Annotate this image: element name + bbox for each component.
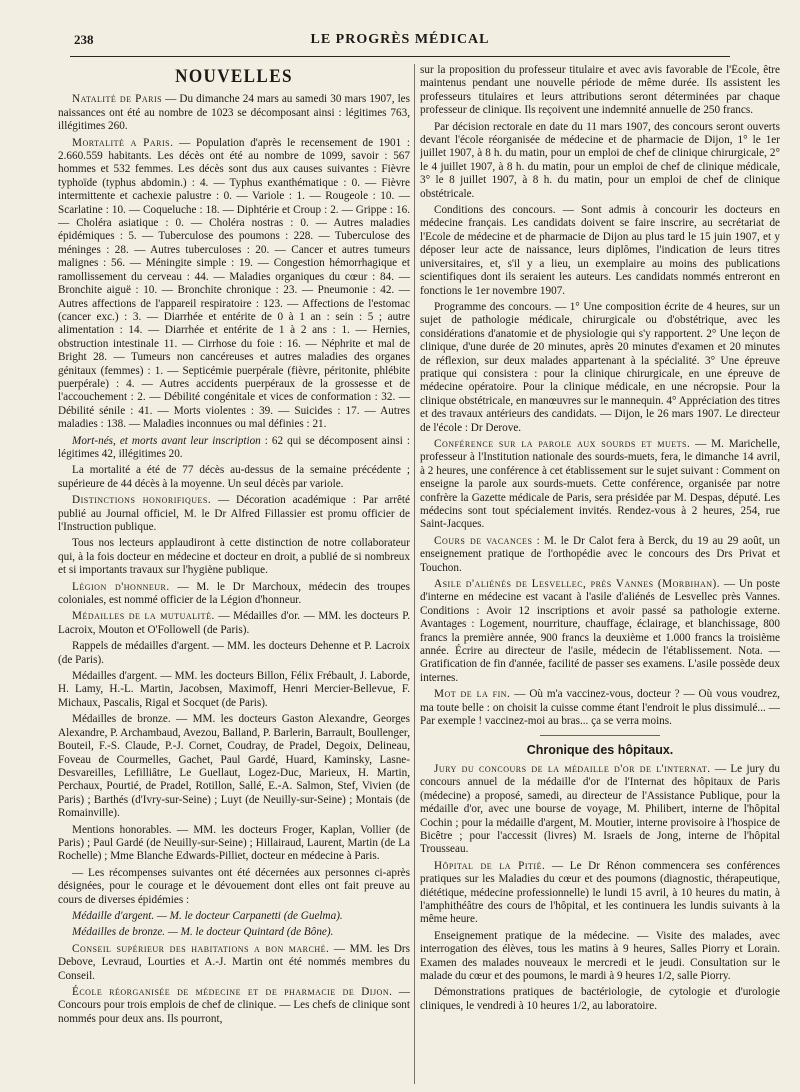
- enseignement-paragraph: Enseignement pratique de la médecine. — Visite des malades, avec interrogation des élèves, tous les matins à 9 heures, Salles Piorry et Lorain. Examen des malades nouveaux le mercredi et le jeudi. Consultation sur le malade du cœur et des poumons, le mardi à 9 heures 1/2, salle Piorry.: [420, 929, 780, 982]
- conference-paragraph: [420, 438, 780, 532]
- jury-lead: Jury du concours de la médaille d'or de l'internat.: [434, 762, 711, 775]
- conditions-paragraph: Conditions des concours. — Sont admis à concourir les docteurs en médecine français. Les candidats doivent se faire inscrire, au secrétariat de l'Ecole de médecine et de pharmacie de Dijon au plus tard le 15 juin 1907, et y déposer leur acte de naissance, leurs diplômes, l'indication de leurs titres universitaires, et, s'il y a lieu, un exemplaire au moins des publications scientifiques dont ils seraient les auteurs. Les candidats nommés entreront en fonctions le 1er novembre 1907.: [420, 204, 780, 297]
- distinctions-lead: Distinctions honorifiques.: [72, 494, 212, 507]
- natalite-paragraph: [58, 93, 410, 133]
- ecole-dijon-lead: École réorganisée de médecine et de pharmacie de Dijon.: [72, 986, 393, 998]
- jury-paragraph: [420, 763, 780, 857]
- mot-text: — Où m'a vaccinez-vous, docteur ? — Où vous voudrez, ma toute belle : on choisit la cuisse comme étant l'endroit le plus dissimulé... — Par exemple ! vaccinez-moi au bras... ça se verra moins.: [420, 688, 780, 728]
- medailles-text: — Médailles d'or. — MM. les docteurs P. Lacroix, Mouton et O'Followell (de Paris).: [58, 610, 410, 636]
- mortalite-paragraph: [58, 137, 410, 432]
- mortalite-note: La mortalité a été de 77 décès au-dessus de la semaine précédente ; supérieure de 44 décès à la moyenne. Un seul décès par variole.: [58, 464, 410, 490]
- dijon-decision: Par décision rectorale en date du 11 mars 1907, des concours seront ouverts devant l'école réorganisée de médecine et de pharmacie de Dijon, 1° le 1er juillet 1907, à 8 h. du matin, pour un emploi de chef de clinique chirurgicale, 2° le 4 juillet 1907, à 8 h. du matin, pour un emploi de chef de clinique médicale, 3° le 8 juillet 1907, à 8 h. du matin, pour un emploi de chef de clinique obstétricale.: [420, 120, 780, 200]
- conference-text: — M. Marichelle, professeur à l'Institution nationale des sourds-muets, fera, le dimanche 14 avril, à 2 heures, une conférence à cet établissement sur le sujet suivant : Comment on enseigne la parole aux sourds-muets. Cette conférence, organisée par notre confrère la Gazette médicale de Paris, sera présidée par M. Despas, député. Les médecins sont tout spécialement invités. Rendez-vous à 2 heures, 254, rue Saint-Jacques.: [420, 437, 780, 531]
- conseil-text: — MM. les Drs Debove, Levraud, Lourties et A.-J. Martin ont été nommés membres du Conseil.: [58, 942, 410, 982]
- conseil-paragraph: [58, 943, 410, 983]
- page-header: [70, 30, 730, 52]
- distinctions-text: — Décoration académique : Par arrêté publié au Journal officiel, M. le Dr Alfred Fillassier est promu officier de l'Instruction publique.: [58, 494, 410, 533]
- ecole-dijon-paragraph: [58, 986, 410, 1026]
- mort-nes-paragraph: [58, 435, 410, 462]
- pitie-paragraph: [420, 860, 780, 927]
- conseil-lead: Conseil supérieur des habitations a bon marché.: [72, 942, 330, 955]
- cours-paragraph: [420, 535, 780, 575]
- mot-lead: Mot de la fin.: [434, 688, 511, 701]
- column-divider: [414, 64, 415, 1084]
- journal-title: LE PROGRÈS MÉDICAL: [310, 32, 490, 47]
- asile-lead: Asile d'aliénés de Lesvellec, près Vannes (Morbihan).: [434, 578, 721, 591]
- medailles-lead: Médailles de la mutualité.: [72, 610, 215, 623]
- legion-lead: Légion d'honneur.: [72, 580, 170, 593]
- legion-paragraph: [58, 581, 410, 608]
- natalite-lead: Natalité de Paris: [72, 93, 163, 106]
- rappels-paragraph: Rappels de médailles d'argent. — MM. les docteurs Dehenne et P. Lacroix (de Paris).: [58, 640, 410, 666]
- bronze-paragraph: Médailles de bronze. — MM. les docteurs Gaston Alexandre, Georges Alexandre, P. Archambaud, Avezou, Balland, P. Barlerin, Barrault, Boullenger, Bouteil, F.-S. Claude, P.-J. Cornet, Coudray, de Pradel, Degoix, Delineau, Foveau de Courmelles, Gachet, Paul Gardé, Huard, Kaminsky, Lasne-Desvareilles, Lefilliâtre, Le Guellaut, Logez-Duc, Marieux, H. Martin, Perchaux, Pourtié, de Pradel, Rotillon, Sallé, E.-A. Salmon, Stef, Vivien (de Paris) ; Barthés (d'Ivry-sur-Seine) ; Luyt (de Neuilly-sur-Seine) ; Montais (de Romainville).: [58, 713, 410, 820]
- section-separator: [540, 735, 660, 736]
- programme-paragraph: Programme des concours. — 1° Une composition écrite de 4 heures, sur un sujet de pathologie médicale, chirurgicale ou d'obstétrique, avec les considérations d'anatomie et de physiologie qui s'y rapportent. 2° Une leçon de clinique, d'une durée de 20 minutes, après 20 minutes d'examen et 20 minutes de réflexion, sur deux malades appartenant à la spécialité. 3° Une épreuve pratique qui consistera : pour la clinique chirurgicale, en une épreuve de médecine opératoire. Pour la clinique médicale, en une nécropsie. Pour la clinique obstétricale, en manœuvres sur le mannequin. 4° Appréciation des titres et des travaux antérieurs des candidats. — Dijon, le 26 mars 1907. Le directeur de l'école : Dr Derove.: [420, 300, 780, 434]
- left-column: [58, 64, 410, 1086]
- mentions-paragraph: Mentions honorables. — MM. les docteurs Froger, Kaplan, Vollier (de Paris) ; Paul Gardé (de Neuilly-sur-Seine) ; Hillairaud, Laurent, Martin (de La Rochelle) ; Mme Blanche Edwards-Pilliet, docteur en médecine à Paris.: [58, 823, 410, 863]
- conference-lead: Conférence sur la parole aux sourds et muets.: [434, 437, 691, 450]
- section-title: NOUVELLES: [175, 66, 293, 87]
- legion-text: — M. le Dr Marchoux, médecin des troupes coloniales, est nommé officier de la Légion d'honneur.: [58, 580, 410, 607]
- natalite-text: — Du dimanche 24 mars au samedi 30 mars 1907, les naissances ont été au nombre de 1023 se décomposant ainsi : légitimes 763, illégitimes 260.: [58, 93, 410, 133]
- recompense-argent: Médaille d'argent. — M. le docteur Carpanetti (de Guelma).: [72, 909, 343, 922]
- mortalite-text: — Population d'après le recensement de 1901 : 2.660.559 habitants. Les décès ont été au nombre de 1099, savoir : 567 hommes et 532 femmes. Les décès sont dus aux causes suivantes : Fièvre typhoïde (typhus abdomin.) : 4. — Typhus exanthématique : 0. — Fièvre intermittente et cachexie palustre : 0. — Variole : 1. — Rougeole : 10. — Scarlatine : 10. — Coqueluche : 18. — Diphtérie et Croup : 2. — Grippe : 16. — Choléra asiatique : 0. — Choléra nostras : 0. — Autres maladies épidémiques : 5. — Tuberculose des poumons : 228. — Tuberculose des méninges : 28. — Autres tuberculoses : 20. — Cancer et autres tumeurs malignes : 56. — Méningite simple : 19. — Congestion hémorrhagique et ramollissement du cerveau : 44. — Maladies organiques du cœur : 84. — Bronchite aiguë : 10. — Bronchite chronique : 23. — Pneumonie : 42. — Autres affections de l'appareil respiratoire : 123. — Affections de l'estomac (cancer exc.) : 3. — Diarrhée et entérite de 0 à 1 an : sein : 5 ; autre alimentation : 14. — Diarrhée et entérite de 1 à 2 ans : 1. — Hernies, obstruction intestinale 11. — Cirrhose du foie : 16. — Néphrite et mal de Bright 28. — Tumeurs non cancéreuses et autres maladies des organes génitaux (femmes) : 1. — Septicémie puerpérale (fièvre, péritonite, phlébite puerpérale) : 4. — Autres accidents puerpéraux de la grossesse et de l'accouchement : 2. — Débilité congénitale et vices de conformation : 32. — Débilité sénile : 41. — Morts violentes : 39. — Suicides : 17. — Autres maladies : 138. — Maladies inconnues ou mal définies : 21.: [58, 136, 410, 431]
- medailles-paragraph: [58, 610, 410, 637]
- pitie-text: — Le Dr Rénon commencera ses conférences pratiques sur les Maladies du cœur et des poumons (diagnostic, thérapeutique, diététique, médecine professionnelle) le lundi 15 avril, à 10 heures du matin, à l'amphithéâtre des cours de l'hôpital, et les continuera les lundis suivants à la même heure.: [420, 859, 780, 926]
- page-number: 238: [74, 32, 94, 47]
- mot-paragraph: [420, 688, 780, 728]
- dijon-continuation: sur la proposition du professeur titulaire et avec avis favorable de l'École, être maintenus pendant une nouvelle période de même durée. Ils assistent les professeurs titulaires et leurs attributions seront déterminées par chaque professeur de clinique. Ils reçoivent une indemnité annuelle de 250 francs.: [420, 64, 780, 117]
- ecole-dijon-text: — Concours pour trois emplois de chef de clinique. — Les chefs de clinique sont nommés pour deux ans. Ils pourront,: [58, 986, 410, 1025]
- pitie-lead: Hôpital de la Pitié.: [434, 859, 546, 872]
- jury-text: — Le jury du concours annuel de la médaille d'or de l'Internat des hôpitaux de Paris (médecine) a proposé, samedi, au directeur de l'Assistance Publique, pour la médaille d'or, avec une bourse de voyage, M. Philibert, interne de l'hôpital Cochin ; pour la médaille d'argent, M. Moutier, interne provisoire à l'hospice de Bicêtre ; pour l'accessit (livres) M. Israels de Jong, interne de l'hôpital Trousseau.: [420, 762, 780, 856]
- cours-text: : M. le Dr Calot fera à Berck, du 19 au 29 août, un enseignement pratique de l'orthopédie avec le concours des Drs Privat et Touchon.: [420, 534, 780, 574]
- demonstrations-paragraph: Démonstrations pratiques de bactériologie, de cytologie et d'urologie cliniques, le vendredi à 10 heures 1/2, au laboratoire.: [420, 986, 780, 1012]
- asile-paragraph: [420, 578, 780, 685]
- recompense-bronze: Médailles de bronze. — M. le docteur Quintard (de Bône).: [72, 926, 334, 939]
- chronique-title: Chronique des hôpitaux.: [526, 742, 674, 757]
- header-rule: [70, 56, 730, 57]
- argent-paragraph: Médailles d'argent. — MM. les docteurs Billon, Félix Frébault, J. Laborde, H. Lamy, H.-L. Martin, Jacobsen, Maximoff, Henri Mercier-Bellevue, F. Michaux, Pascalis, Rigal et Socquet (de Paris).: [58, 670, 410, 709]
- asile-text: — Un poste d'interne en médecine est vacant à l'asile d'aliénés de Lesvellec près Vannes. Conditions : Avoir 12 inscriptions et avoir passé sa pathologie externe. Avantages : Logement, nourriture, chauffage, éclairage, et blanchissage, 800 francs la première année, 900 francs la deuxième et 1.000 francs la troisième année. Écrire au directeur de l'asile, médecin de l'établissement. Nota. — Gratification de fin d'année, facilité de passer ses examens. L'asile possède deux internes.: [420, 578, 780, 684]
- right-column: [420, 64, 780, 1086]
- mortalite-lead: Mortalité a Paris.: [72, 136, 174, 149]
- recompenses-paragraph: — Les récompenses suivantes ont été décernées aux personnes ci-après désignées, pour le courage et le dévouement dont elles ont fait preuve au cours de diverses épidémies :: [58, 866, 410, 906]
- mort-nes-text: : 62 qui se décomposent ainsi : légitimes 42, illégitimes 20.: [58, 434, 410, 460]
- distinctions-paragraph-2: Tous nos lecteurs applaudiront à cette distinction de notre collaborateur qui, à la fois docteur en médecine et docteur en droit, a publié de si nombreux et si importants travaux sur l'hygiène publique.: [58, 537, 410, 577]
- distinctions-paragraph: [58, 494, 410, 534]
- mort-nes-lead: Mort-nés, et morts avant leur inscription: [72, 434, 261, 447]
- cours-lead: Cours de vacances: [434, 534, 533, 547]
